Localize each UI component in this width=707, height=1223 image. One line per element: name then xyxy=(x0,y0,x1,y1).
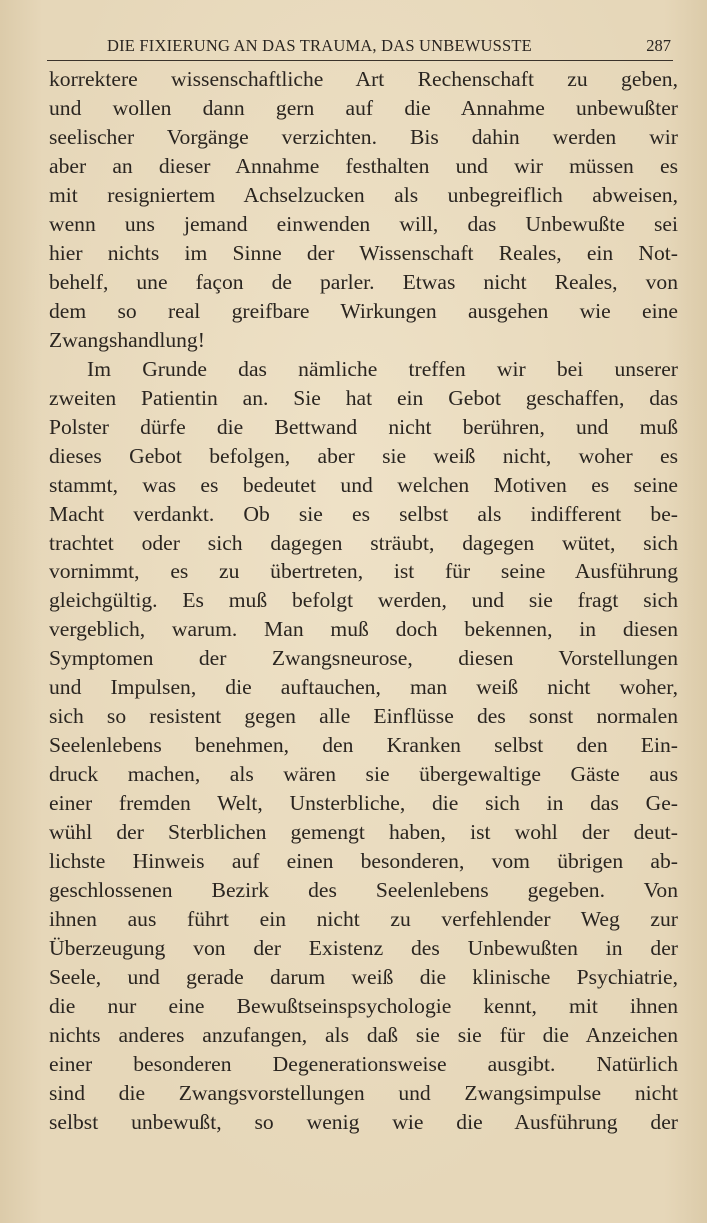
text-line: Seelenlebens benehmen, den Kranken selbst den Ein- xyxy=(49,733,678,758)
text-line: die nur eine Bewußtseinspsychologie kennt, mit ihnen xyxy=(49,994,678,1018)
text-line: Symptomen der Zwangsneurose, diesen Vorstellungen xyxy=(49,646,678,671)
text-line: vergeblich, warum. Man muß doch bekennen, in diesen xyxy=(49,617,678,642)
text-line: Überzeugung von der Existenz des Unbewußten in der xyxy=(49,936,678,961)
body-text xyxy=(49,65,678,1137)
text-line: sind die Zwangsvorstellungen und Zwangsimpulse nicht xyxy=(49,1080,678,1105)
running-head xyxy=(47,34,673,61)
text-line: geschlossenen Bezirk des Seelenlebens gegeben. Von xyxy=(49,878,678,903)
text-line: und wollen dann gern auf die Annahme unbewußter xyxy=(49,95,678,120)
text-line: selbst unbewußt, so wenig wie die Ausführung der xyxy=(49,1109,678,1134)
text-line: einer fremden Welt, Unsterbliche, die sich in das Ge- xyxy=(49,791,678,816)
text-line: behelf, une façon de parler. Etwas nicht Reales, von xyxy=(49,269,678,294)
show-through-footer xyxy=(56,1163,676,1191)
paragraph-start-line: Im Grunde das nämliche treffen wir bei unserer xyxy=(87,356,678,381)
text-line: Seele, und gerade darum weiß die klinische Psychiatrie, xyxy=(49,965,678,990)
text-line: druck machen, als wären sie übergewaltige Gäste aus xyxy=(49,762,678,787)
text-line: wenn uns jemand einwenden will, das Unbewußte sei xyxy=(49,211,678,236)
text-line: stammt, was es bedeutet und welchen Motiven es seine xyxy=(49,472,678,497)
text-line: gleichgültig. Es muß befolgt werden, und sie fragt sich xyxy=(49,588,678,613)
text-line: dem so real greifbare Wirkungen ausgehen wie eine xyxy=(49,298,678,323)
text-line: Macht verdankt. Ob sie es selbst als indifferent be- xyxy=(49,501,678,526)
text-line: mit resigniertem Achselzucken als unbegreiflich abweisen, xyxy=(49,182,678,207)
text-line: trachtet oder sich dagegen sträubt, dagegen wütet, sich xyxy=(49,530,678,555)
text-line: hier nichts im Sinne der Wissenschaft Reales, ein Not- xyxy=(49,240,678,265)
paragraph-end-line: Zwangshandlung! xyxy=(49,327,205,352)
text-line: lichste Hinweis auf einen besonderen, vom übrigen ab- xyxy=(49,849,678,874)
text-line: vornimmt, es zu übertreten, ist für seine Ausführung xyxy=(49,559,678,584)
text-line: korrektere wissenschaftliche Art Rechenschaft zu geben, xyxy=(49,67,678,91)
text-line: einer besonderen Degenerationsweise ausgibt. Natürlich xyxy=(49,1051,678,1076)
text-line: nichts anderes anzufangen, als daß sie sie für die Anzeichen xyxy=(49,1022,678,1047)
text-line: Polster dürfe die Bettwand nicht berühren, und muß xyxy=(49,414,678,439)
text-line: seelischer Vorgänge verzichten. Bis dahin werden wir xyxy=(49,124,678,149)
text-line: wühl der Sterblichen gemengt haben, ist wohl der deut- xyxy=(49,820,678,845)
text-line: sich so resistent gegen alle Einflüsse des sonst normalen xyxy=(49,704,678,729)
text-line: und Impulsen, die auftauchen, man weiß nicht woher, xyxy=(49,675,678,700)
running-title: DIE FIXIERUNG AN DAS TRAUMA, DAS UNBEWUSSTE xyxy=(107,36,532,55)
text-line: ihnen aus führt ein nicht zu verfehlender Weg zur xyxy=(49,907,678,932)
text-line: zweiten Patientin an. Sie hat ein Gebot geschaffen, das xyxy=(49,385,678,410)
text-line: dieses Gebot befolgen, aber sie weiß nicht, woher es xyxy=(49,443,678,468)
text-line: aber an dieser Annahme festhalten und wir müssen es xyxy=(49,153,678,178)
page-number: 287 xyxy=(646,36,671,55)
